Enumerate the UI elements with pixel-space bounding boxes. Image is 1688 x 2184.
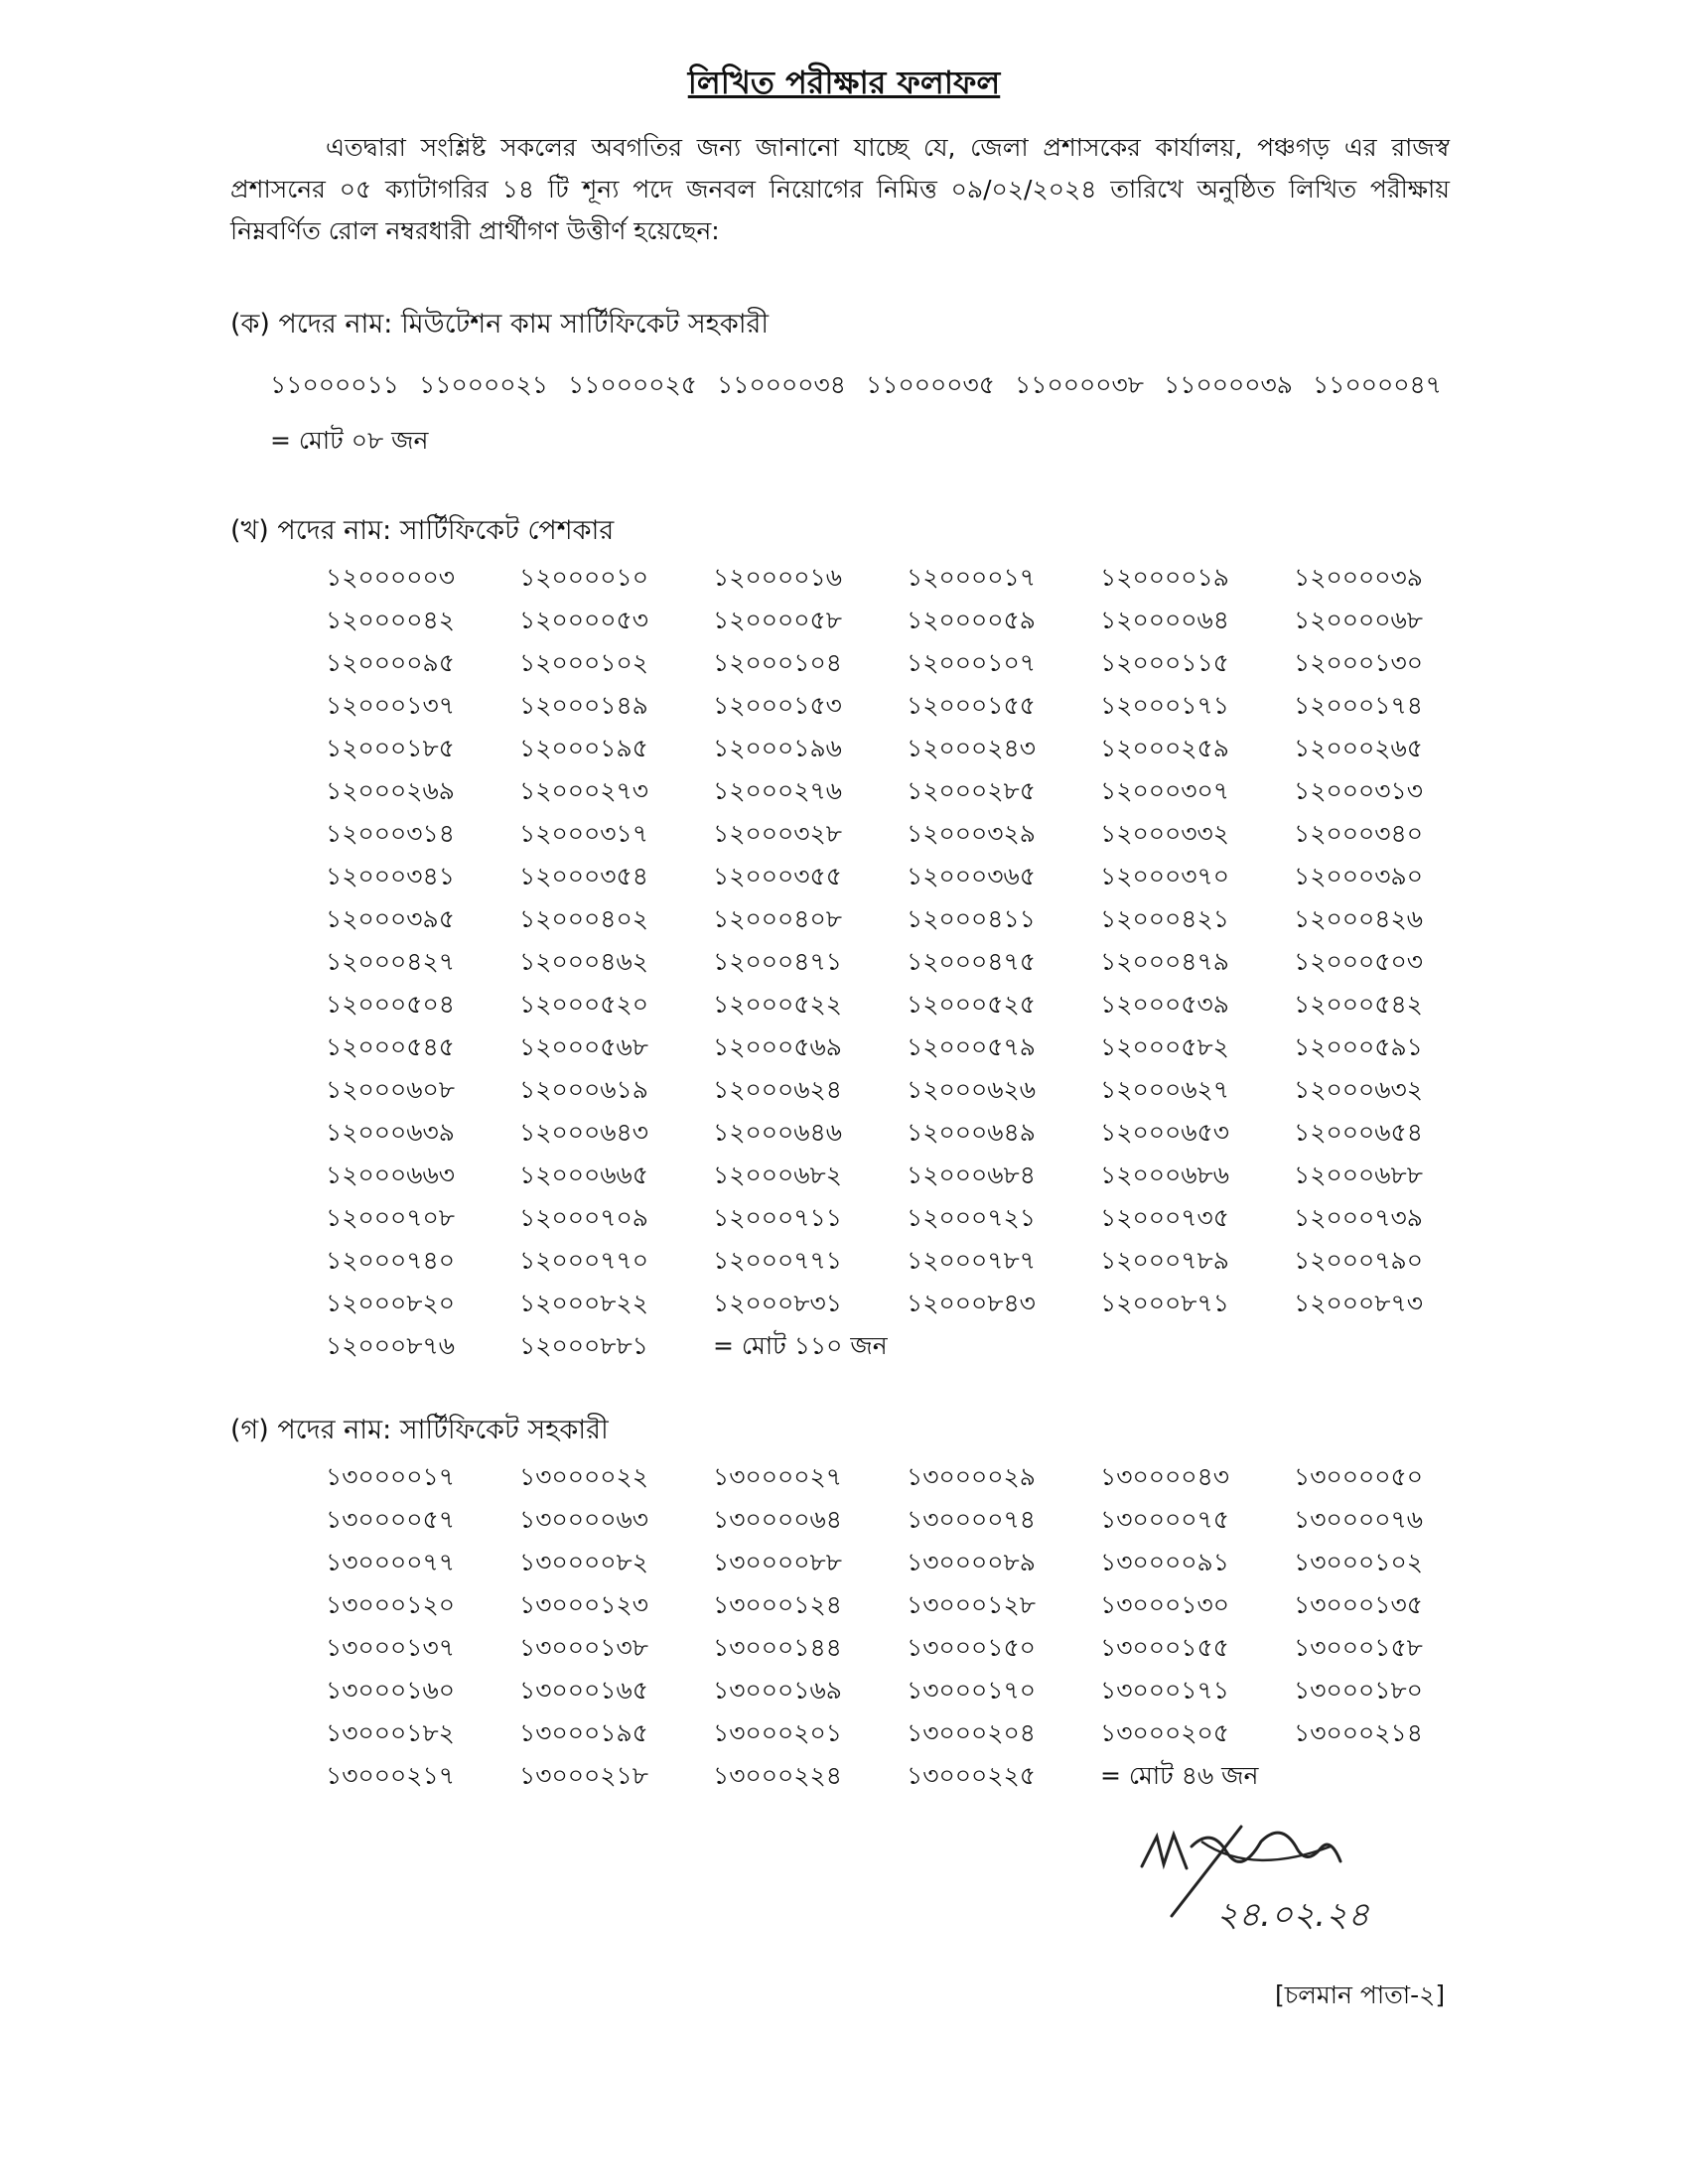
roll-number: ১২০০০৬৬৫	[519, 1160, 648, 1189]
roll-number: ১২০০০১৮৫	[326, 734, 455, 762]
roll-number: ১২০০০১১৫	[1100, 648, 1229, 677]
roll-number: ১৩০০০১৭০	[907, 1676, 1036, 1705]
roll-number: ১২০০০৭৭১	[713, 1246, 842, 1275]
roll-number: ১৩০০০২১৮	[519, 1761, 648, 1790]
roll-number: ১২০০০৭০৮	[326, 1203, 455, 1232]
roll-number: ১২০০০২৮৫	[907, 776, 1036, 805]
roll-number: ১২০০০০৬৮	[1294, 606, 1423, 634]
roll-number: ১২০০০৩২৯	[907, 819, 1036, 848]
roll-number: ১৩০০০০৫৭	[326, 1505, 455, 1534]
roll-number: ১২০০০০১০	[519, 563, 648, 592]
roll-number: ১২০০০০১৯	[1100, 563, 1229, 592]
roll-number: ১২০০০৭০৯	[519, 1203, 648, 1232]
roll-number: ১২০০০০১৭	[907, 563, 1036, 592]
roll-number: ১২০০০৪১১	[907, 904, 1036, 933]
roll-number: ১৩০০০২০৪	[907, 1718, 1036, 1747]
roll-number: ১৩০০০০৬৪	[713, 1505, 842, 1534]
roll-number: ১৩০০০২০৫	[1100, 1718, 1229, 1747]
roll-number: ১২০০০১৭১	[1100, 691, 1229, 720]
roll-number: ১১০০০০২১	[419, 370, 548, 399]
roll-number: ১২০০০৪২৬	[1294, 904, 1423, 933]
roll-number: ১২০০০৩৪১	[326, 862, 455, 890]
roll-number: ১২০০০৩৯০	[1294, 862, 1423, 890]
roll-number: ১২০০০৫৪৫	[326, 1032, 455, 1061]
roll-number: ১২০০০৩৩২	[1100, 819, 1230, 848]
roll-number: ১২০০০১৫৫	[907, 691, 1036, 720]
roll-number: ১২০০০৩৫৫	[713, 862, 842, 890]
roll-number: ১২০০০৮৪৩	[907, 1289, 1036, 1317]
roll-number: ১২০০০৩২৮	[713, 819, 842, 848]
roll-number: ১২০০০৬৮২	[713, 1160, 842, 1189]
roll-number: ১৩০০০১৪৪	[713, 1633, 842, 1662]
roll-number: ১৩০০০১২৮	[907, 1590, 1036, 1619]
roll-number: ১৩০০০১৯৫	[519, 1718, 648, 1747]
roll-number: ১১০০০০২৫	[568, 370, 697, 399]
roll-number: ১৩০০০১৮০	[1294, 1676, 1423, 1705]
roll-number: ১২০০০৫৬৯	[713, 1032, 842, 1061]
roll-number: ১২০০০১৩৭	[326, 691, 455, 720]
roll-number: ১২০০০৬২৪	[713, 1075, 842, 1104]
roll-number: ১৩০০০১৫০	[907, 1633, 1036, 1662]
roll-number: ১৩০০০০৪৩	[1100, 1462, 1229, 1491]
roll-number: ১২০০০০৩৯	[1294, 563, 1423, 592]
roll-number: ১২০০০১০৭	[907, 648, 1036, 677]
roll-number: ১৩০০০১২৪	[713, 1590, 842, 1619]
roll-number: ১৩০০০১৬০	[326, 1676, 455, 1705]
roll-number: ১২০০০৬৮৪	[907, 1160, 1036, 1189]
roll-number: ১২০০০১৯৫	[519, 734, 648, 762]
roll-number: ১৩০০০০৭৫	[1100, 1505, 1229, 1534]
intro-paragraph: এতদ্বারা সংশ্লিষ্ট সকলের অবগতির জন্য জানানো যাচ্ছে যে, জেলা প্রশাসকের কার্যালয়, পঞ্চগড় এর রাজস্ব প্রশাসনের ০৫ ক্যাটাগরির ১৪ টি শূন্য পদে জনবল নিয়োগের নিমিত্ত ০৯/০২/২০২৪ তারিখে অনুষ্ঠিত লিখিত পরীক্ষায় নিম্নবর্ণিত রোল নম্বরধারী প্রার্থীগণ উত্তীর্ণ হয়েছেন:	[230, 133, 1450, 245]
roll-number: ১২০০০৭৩৯	[1294, 1203, 1423, 1232]
page-title: লিখিত পরীক্ষার ফলাফল	[687, 64, 1001, 101]
roll-number: ১৩০০০১৩০	[1100, 1590, 1229, 1619]
page-continuation-note: [চলমান পাতা-২]	[1275, 1980, 1446, 2009]
roll-number: ১৩০০০১০২	[1294, 1548, 1423, 1576]
roll-number: ১২০০০০৪২	[326, 606, 455, 634]
roll-number: ১৩০০০০২৭	[713, 1462, 843, 1491]
roll-number: ১২০০০৪২১	[1100, 904, 1229, 933]
section-b-title: (খ) পদের নাম: সার্টিফিকেট পেশকার	[230, 515, 615, 546]
roll-number: ১৩০০০১৫৮	[1294, 1633, 1423, 1662]
roll-number: ১২০০০৬৪৩	[519, 1118, 648, 1147]
roll-number: ১২০০০৭৯০	[1294, 1246, 1423, 1275]
roll-number: ১২০০০৩০৭	[1100, 776, 1230, 805]
svg-text:২৪.০২.২৪: ২৪.০২.২৪	[1216, 1895, 1370, 1935]
roll-number: ১২০০০০১৬	[713, 563, 842, 592]
section-a-roll-list	[270, 365, 1462, 408]
roll-number: ১২০০০৭১১	[713, 1203, 842, 1232]
roll-number: ১২০০০৬৪৬	[713, 1118, 842, 1147]
roll-number: ১২০০০৮২২	[519, 1289, 648, 1317]
roll-number: ১২০০০৩৫৪	[519, 862, 648, 890]
roll-number: ১১০০০০৩৪	[717, 370, 846, 399]
roll-number: ১৩০০০০২৯	[907, 1462, 1036, 1491]
roll-number: ১২০০০৫৪২	[1294, 990, 1423, 1019]
roll-number: ১৩০০০১৩৭	[326, 1633, 455, 1662]
roll-number: ১৩০০০২১৭	[326, 1761, 455, 1790]
roll-number: ১২০০০৪৭৯	[1100, 947, 1229, 976]
roll-number: ১২০০০৫২২	[713, 990, 842, 1019]
roll-number: ১৩০০০০৭৬	[1294, 1505, 1424, 1534]
roll-number: ১২০০০১৯৬	[713, 734, 842, 762]
roll-number: ১৩০০০২২৫	[907, 1761, 1036, 1790]
roll-number: ১২০০০৬২৬	[907, 1075, 1037, 1104]
roll-number: ১২০০০৬৪৯	[907, 1118, 1036, 1147]
section-a-total: = মোট ০৮ জন	[270, 426, 429, 455]
roll-number: ১১০০০০৩৫	[866, 370, 995, 399]
roll-number: ১২০০০০৫৮	[713, 606, 842, 634]
roll-number: ১২০০০৫৮২	[1100, 1032, 1229, 1061]
roll-number: ১২০০০৮৭১	[1100, 1289, 1229, 1317]
roll-number: ১২০০০৭৮৭	[907, 1246, 1036, 1275]
roll-number: ১২০০০৪২৭	[326, 947, 455, 976]
roll-number: ১২০০০৭৩৫	[1100, 1203, 1229, 1232]
roll-number: ১৩০০০০৫০	[1294, 1462, 1423, 1491]
roll-number: ১৩০০০০৬৩	[519, 1505, 649, 1534]
roll-number: ১২০০০৭৪০	[326, 1246, 455, 1275]
roll-number: ১২০০০৩১৭	[519, 819, 648, 848]
roll-number: ১২০০০৫০৪	[326, 990, 455, 1019]
section-total: = মোট ১১০ জন	[713, 1331, 888, 1360]
roll-number: ১৩০০০০১৭	[326, 1462, 455, 1491]
roll-number: ১২০০০২৫৯	[1100, 734, 1229, 762]
section-c-roll-grid	[326, 1457, 1487, 1799]
roll-number: ১২০০০৪৭৫	[907, 947, 1036, 976]
roll-number: ১২০০০৫৭৯	[907, 1032, 1036, 1061]
roll-number: ১২০০০৪৭১	[713, 947, 842, 976]
roll-number: ১২০০০৮৩১	[713, 1289, 842, 1317]
roll-number: ১৩০০০২০১	[713, 1718, 842, 1747]
roll-number: ১৩০০০১৫৫	[1100, 1633, 1229, 1662]
roll-number: ১৩০০০২১৪	[1294, 1718, 1423, 1747]
roll-number: ১৩০০০০৯১	[1100, 1548, 1229, 1576]
roll-number: ১২০০০৬৫৩	[1100, 1118, 1229, 1147]
roll-number: ১২০০০৭২১	[907, 1203, 1036, 1232]
roll-number: ১২০০০৫২০	[519, 990, 648, 1019]
roll-number: ১২০০০৮৮১	[519, 1331, 648, 1360]
roll-number: ১২০০০৩১৪	[326, 819, 455, 848]
roll-number: ১৩০০০০২২	[519, 1462, 649, 1491]
roll-number: ১২০০০৩৭০	[1100, 862, 1230, 890]
roll-number: ১৩০০০০৭৪	[907, 1505, 1036, 1534]
roll-number: ১৩০০০০৭৭	[326, 1548, 456, 1576]
roll-number: ১২০০০৬৬৩	[326, 1160, 456, 1189]
roll-number: ১২০০০৫২৫	[907, 990, 1036, 1019]
roll-number: ১২০০০০৯৫	[326, 648, 455, 677]
roll-number: ১২০০০৫০৩	[1294, 947, 1423, 976]
roll-number: ১১০০০০৩৮	[1015, 370, 1144, 399]
roll-number: ১২০০০৫৯১	[1294, 1032, 1423, 1061]
roll-number: ১২০০০৪০২	[519, 904, 648, 933]
roll-number: ১২০০০২৬৫	[1294, 734, 1423, 762]
signature-image	[1132, 1807, 1410, 1956]
roll-number: ১৩০০০১৮২	[326, 1718, 455, 1747]
section-c-title: (গ) পদের নাম: সার্টিফিকেট সহকারী	[230, 1415, 609, 1445]
roll-number: ১২০০০৬২৭	[1100, 1075, 1230, 1104]
roll-number: ১৩০০০১৩৮	[519, 1633, 648, 1662]
roll-number: ১২০০০৫৬৮	[519, 1032, 648, 1061]
roll-number: ১৩০০০১২৩	[519, 1590, 648, 1619]
roll-number: ১২০০০২৭৩	[519, 776, 649, 805]
roll-number: ১২০০০০৫৯	[907, 606, 1036, 634]
roll-number: ১২০০০৬৩৯	[326, 1118, 455, 1147]
roll-number: ১২০০০৫৩৯	[1100, 990, 1229, 1019]
roll-number: ১২০০০৩১৩	[1294, 776, 1423, 805]
section-a-title: (ক) পদের নাম: মিউটেশন কাম সার্টিফিকেট সহকারী	[230, 309, 770, 340]
roll-number: ১২০০০৩৯৫	[326, 904, 455, 933]
roll-number: ১৩০০০০৮২	[519, 1548, 648, 1576]
roll-number: ১২০০০৬৮৬	[1100, 1160, 1229, 1189]
roll-number: ১৩০০০১৭১	[1100, 1676, 1229, 1705]
roll-number: ১২০০০১৪৯	[519, 691, 648, 720]
section-total: = মোট ৪৬ জন	[1100, 1761, 1259, 1790]
roll-number: ১২০০০১৩০	[1294, 648, 1423, 677]
roll-number: ১২০০০৬১৯	[519, 1075, 648, 1104]
roll-number: ১২০০০১৭৪	[1294, 691, 1423, 720]
roll-number: ১২০০০৬৫৪	[1294, 1118, 1423, 1147]
roll-number: ১২০০০৬৩২	[1294, 1075, 1424, 1104]
roll-number: ১২০০০৮৭৩	[1294, 1289, 1423, 1317]
roll-number: ১১০০০০১১	[270, 370, 399, 399]
roll-number: ১২০০০২৬৯	[326, 776, 455, 805]
roll-number: ১২০০০১০২	[519, 648, 648, 677]
roll-number: ১২০০০৪৬২	[519, 947, 648, 976]
roll-number: ১৩০০০২২৪	[713, 1761, 842, 1790]
roll-number: ১১০০০০৪৭	[1313, 370, 1442, 399]
roll-number: ১৩০০০১৩৫	[1294, 1590, 1423, 1619]
roll-number: ১৩০০০১২০	[326, 1590, 455, 1619]
roll-number: ১২০০০৮৭৬	[326, 1331, 455, 1360]
roll-number: ১৩০০০১৬৫	[519, 1676, 648, 1705]
roll-number: ১১০০০০৩৯	[1164, 370, 1293, 399]
roll-number: ১২০০০৭৮৯	[1100, 1246, 1229, 1275]
roll-number: ১২০০০৩৬৫	[907, 862, 1036, 890]
roll-number: ১২০০০০৫৩	[519, 606, 648, 634]
roll-number: ১২০০০০০৩	[326, 563, 456, 592]
roll-number: ১৩০০০০৮৯	[907, 1548, 1036, 1576]
roll-number: ১২০০০০৬৪	[1100, 606, 1229, 634]
roll-number: ১২০০০২৭৬	[713, 776, 843, 805]
roll-number: ১২০০০২৪৩	[907, 734, 1036, 762]
roll-number: ১২০০০৬০৮	[326, 1075, 455, 1104]
roll-number: ১২০০০১৫৩	[713, 691, 842, 720]
roll-number: ১২০০০৪০৮	[713, 904, 842, 933]
roll-number: ১২০০০৩৪০	[1294, 819, 1423, 848]
roll-number: ১২০০০১০৪	[713, 648, 842, 677]
section-b-roll-grid	[326, 558, 1487, 1369]
roll-number: ১২০০০৬৮৮	[1294, 1160, 1423, 1189]
roll-number: ১৩০০০০৮৮	[713, 1548, 842, 1576]
roll-number: ১৩০০০১৬৯	[713, 1676, 842, 1705]
roll-number: ১২০০০৭৭০	[519, 1246, 649, 1275]
roll-number: ১২০০০৮২০	[326, 1289, 455, 1317]
